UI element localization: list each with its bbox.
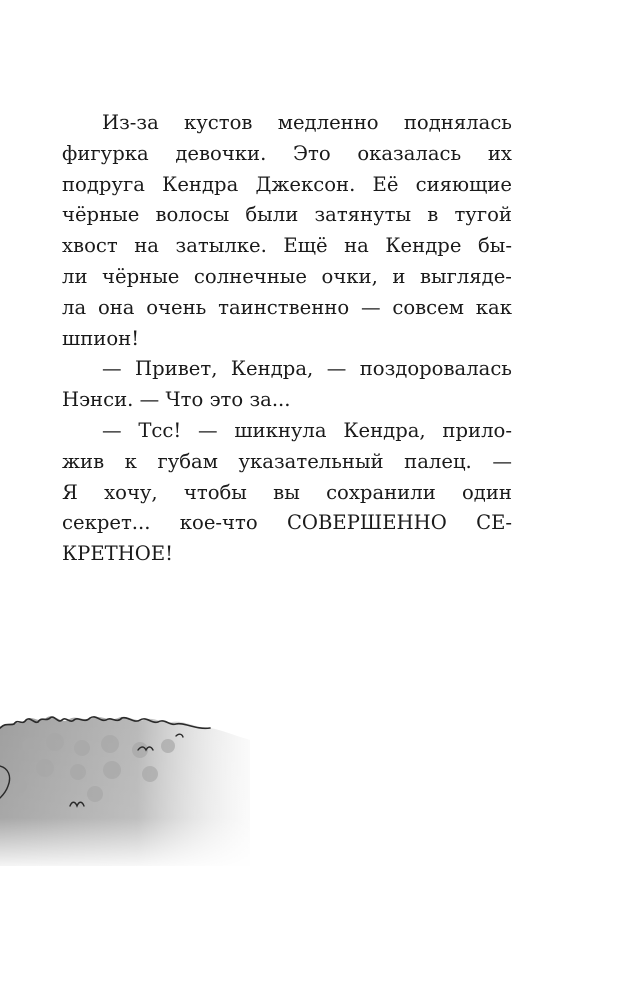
text-line — [62, 385, 512, 416]
text-line — [62, 324, 512, 355]
text-line — [62, 200, 512, 231]
word: девочки. — [175, 141, 267, 165]
word: палец. — [404, 449, 472, 473]
word: солнечные — [193, 264, 307, 288]
word: прило- — [442, 418, 512, 442]
word: жив — [62, 449, 105, 473]
word: сияющие — [415, 172, 512, 196]
word: оказалась — [357, 141, 462, 165]
word: — — [139, 388, 160, 412]
word: ла — [62, 295, 87, 319]
text-line — [62, 539, 512, 570]
text-line — [62, 231, 512, 262]
word: в — [427, 203, 439, 227]
word: — — [492, 449, 512, 473]
text-line — [62, 416, 512, 447]
word: — — [360, 295, 381, 319]
word: были — [245, 203, 299, 227]
word: указательный — [238, 449, 384, 473]
word: фигурка — [62, 141, 149, 165]
word: таинственно — [218, 295, 350, 319]
word: подруга — [62, 172, 145, 196]
word: затылке. — [175, 234, 267, 258]
word: хочу, — [104, 480, 158, 504]
story-text — [62, 108, 512, 570]
word: к — [124, 449, 137, 473]
word: — — [102, 418, 122, 442]
word: Кендре — [385, 234, 462, 258]
word: тугой — [454, 203, 512, 227]
word: шпион! — [62, 326, 140, 350]
word: Привет, — [135, 357, 218, 381]
word: Это — [293, 141, 331, 165]
word: сохранили — [326, 480, 436, 504]
word: совсем — [392, 295, 464, 319]
word: — — [326, 357, 347, 381]
word: КРЕТНОЕ! — [62, 542, 174, 566]
word: Нэнси. — [62, 388, 134, 412]
word: шикнула — [234, 418, 327, 442]
text-line — [62, 293, 512, 324]
word: Что — [165, 388, 204, 412]
word: чёрные — [102, 264, 180, 288]
word: поднялась — [403, 111, 512, 134]
word: Джексон. — [255, 172, 356, 196]
word: поздоровалась — [359, 357, 512, 381]
word: — — [197, 418, 218, 442]
word: медленно — [277, 111, 379, 134]
word: Кендра, — [343, 418, 426, 442]
word: чтобы — [183, 480, 247, 504]
word: Кендра — [162, 172, 239, 196]
word: СЕ- — [476, 511, 512, 535]
word: бы- — [477, 234, 512, 258]
text-line — [62, 108, 512, 139]
word: за... — [249, 388, 291, 412]
word: Ещё — [283, 234, 328, 258]
word: очки, — [321, 264, 378, 288]
word: чёрные — [62, 203, 140, 227]
text-line — [62, 447, 512, 478]
text-line — [62, 508, 512, 539]
word: волосы — [155, 203, 230, 227]
word: секрет... — [62, 511, 151, 535]
word: Из-за — [102, 111, 159, 134]
word: Я — [62, 480, 78, 504]
text-line — [62, 354, 512, 385]
word: на — [344, 234, 369, 258]
word: очень — [146, 295, 207, 319]
word: их — [487, 141, 512, 165]
text-line — [62, 262, 512, 293]
word: — — [102, 357, 122, 381]
word: затянуты — [314, 203, 412, 227]
word: хвост — [62, 234, 118, 258]
text-line — [62, 170, 512, 201]
text-line — [62, 139, 512, 170]
word: один — [462, 480, 512, 504]
word: Тсс! — [138, 418, 182, 442]
word: на — [134, 234, 159, 258]
word: ли — [62, 264, 88, 288]
bush-illustration-icon — [0, 706, 250, 866]
word: и — [392, 264, 406, 288]
word: она — [97, 295, 135, 319]
word: кустов — [184, 111, 253, 134]
text-line — [62, 478, 512, 509]
word: выгляде- — [419, 264, 512, 288]
word: кое-что — [179, 511, 258, 535]
word: Её — [372, 172, 399, 196]
word: губам — [157, 449, 218, 473]
word: вы — [273, 480, 300, 504]
word: Кендра, — [230, 357, 314, 381]
word: как — [475, 295, 512, 319]
word: это — [209, 388, 244, 412]
word: СОВЕРШЕННО — [286, 511, 447, 535]
